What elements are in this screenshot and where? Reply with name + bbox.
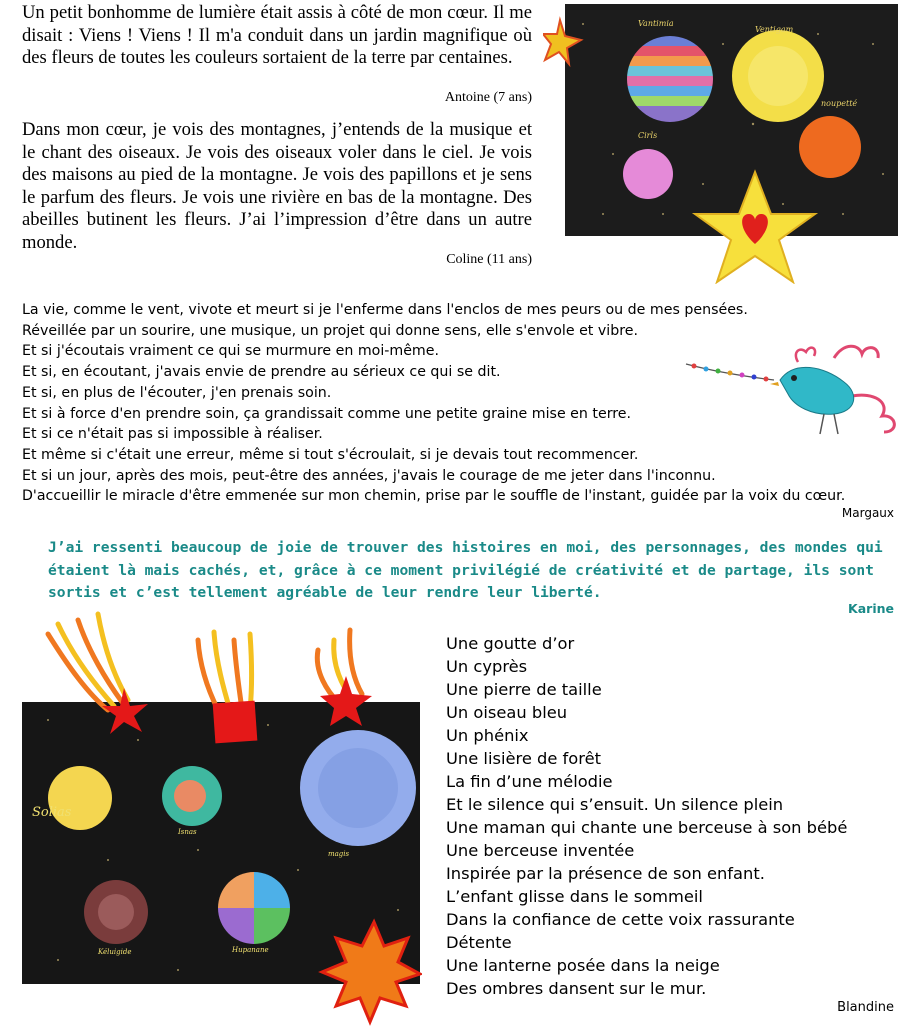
antoine-signature: Antoine (7 ans)	[444, 90, 532, 105]
text-line: Et si j'écoutais vraiment ce qui se murmure en moi-même.	[22, 343, 439, 360]
text-line: Et si ce n'était pas si impossible à réaliser.	[22, 426, 323, 443]
text-line: Et si à force d'en prendre soin, ça grandissait comme une petite graine mise en terre.	[22, 405, 632, 422]
poem-line: Une pierre de taille	[446, 680, 602, 699]
planet-label: Cirls	[638, 131, 658, 140]
blandine-signature: Blandine	[837, 1000, 894, 1015]
text-line: D'accueillir le miracle d'être emmenée sur mon chemin, prise par le souffle de l'instant, guidée par la voix du cœur.	[22, 488, 846, 505]
blandine-poem	[446, 632, 847, 1000]
poem-line: Dans la confiance de cette voix rassurante	[446, 910, 795, 929]
text-line: Et même si c'était une erreur, même si tout s'écroulait, si je devais tout recommencer.	[22, 446, 639, 463]
poem-line: Un phénix	[446, 726, 529, 745]
poem-line: Un cyprès	[446, 657, 528, 676]
planet-label: Hupanane	[232, 946, 269, 954]
antoine-paragraph: Un petit bonhomme de lumière était assis à côté de mon cœur. Il me disait : Viens ! Viens ! Il m'a conduit dans un jardin magnifique où des fleurs de toutes les couleurs sortaient de la terre par centaines.	[22, 2, 532, 69]
planets-drawing-top	[543, 4, 901, 284]
planet-label: magis	[328, 850, 350, 858]
poem-line: Une goutte d’or	[446, 634, 575, 653]
text-line: Réveillée par un sourire, une musique, un projet qui donne sens, elle s'envole et vibre.	[22, 322, 638, 339]
poem-line: Détente	[446, 933, 512, 952]
planets-drawing-bottom	[18, 610, 422, 1030]
poem-line: Des ombres dansent sur le mur.	[446, 979, 707, 998]
planet-label: Solias	[32, 805, 72, 820]
planet-label: Vantimia	[638, 19, 674, 28]
poem-line: L’enfant glisse dans le sommeil	[446, 887, 703, 906]
text-line: Et si, en plus de l'écouter, j'en prenais soin.	[22, 384, 332, 401]
planet-label: Ventigam	[755, 25, 794, 34]
planet-label: Kéluigide	[98, 948, 132, 956]
text-line: Et si un jour, après des mois, peut-être des années, j'avais le courage de me jeter dans l'inconnu.	[22, 467, 716, 484]
karine-text: J’ai ressenti beaucoup de joie de trouver des histoires en moi, des personnages, des mondes qui étaient là mais cachés, et, grâce à ce moment privilégié de créativité et de partage, ils sont sortis et c’est tellement agréable de leur rendre leur liberté.	[48, 539, 883, 601]
coline-signature: Coline (11 ans)	[446, 252, 532, 267]
planet-label: Isnas	[178, 828, 197, 836]
poem-line: Une maman qui chante une berceuse à son bébé	[446, 818, 848, 837]
text-line: La vie, comme le vent, vivote et meurt si je l'enferme dans l'enclos de mes peurs ou de mes pensées.	[22, 302, 748, 318]
margaux-signature: Margaux	[841, 506, 894, 520]
poem-line: Et le silence qui s’ensuit. Un silence plein	[446, 795, 784, 814]
poem-line: Une berceuse inventée	[446, 841, 635, 860]
text-line: Et si, en écoutant, j'avais envie de prendre au sérieux ce qui se dit.	[22, 364, 501, 381]
poem-line: Inspirée par la présence de son enfant.	[446, 864, 765, 883]
coline-paragraph: Dans mon cœur, je vois des montagnes, j’entends de la musique et le chant des oiseaux. Je vois des oiseaux voler dans le ciel. Je vois des maisons au pied de la montagne. Je vois des papillons et je sens le parfum des fleurs. Je vois une rivière en bas de la montagne. Des abeilles butinent les fleurs. J’ai l’impression d’être dans un autre monde.	[22, 119, 532, 253]
poem-line: La fin d’une mélodie	[446, 772, 613, 791]
karine-signature: Karine	[848, 601, 894, 616]
poem-line: Une lisière de forêt	[446, 749, 601, 768]
bird-drawing	[684, 336, 906, 446]
poem-line: Une lanterne posée dans la neige	[446, 956, 720, 975]
poem-line: Un oiseau bleu	[446, 703, 568, 722]
planet-label: noupetté	[821, 99, 858, 108]
